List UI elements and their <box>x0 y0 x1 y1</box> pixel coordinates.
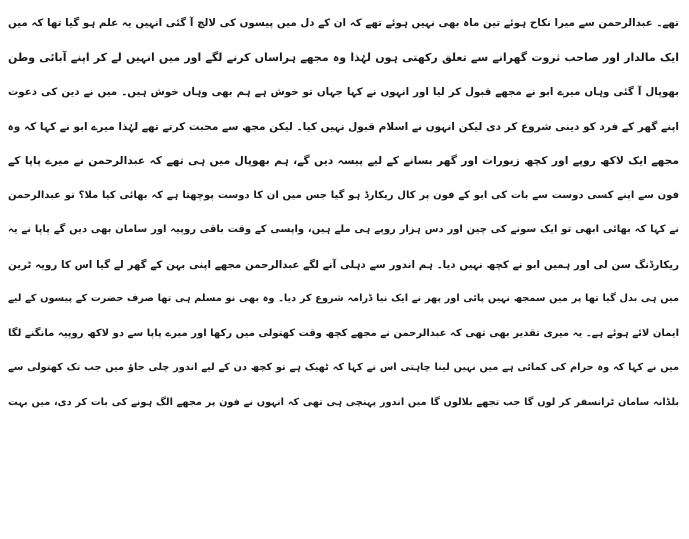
text-line: بلڈانہ سامان ٹرانسفر کر لوں گا جب تجھے بلالوں گا میں اندور پہنچی ہی تھی کہ انہوں نے فون پر مجھے الگ ہونے کی بات کر دی، میں بہت <box>8 396 679 408</box>
text-line: میں نے کہا کہ وہ حرام کی کمائی ہے میں نہیں لینا چاہتی اس نے کہا کہ ٹھیک ہے تو کچھ دن کے لیے اندور چلی جاؤ میں جب تک کھتولی سے <box>8 362 679 373</box>
text-line: اپنے گھر کے فرد کو دینی شروع کر دی لیکن انہوں نے اسلام قبول نہیں کیا۔ لیکن مجھ سے محبت کرتے تھے لہٰذا میرے ابو نے کہا کہ وہ <box>8 120 679 133</box>
text-line: میں ہی بدل گیا تھا پر میں سمجھ نہیں پائی اور پھر نے ایک نیا ڈرامہ شروع کر دیا۔ وہ بھی نو مسلم ہی تھا صرف حضرت کے پیسوں کے لیے <box>8 293 679 304</box>
article-body <box>8 6 679 420</box>
text-line: بھوپال آ گئی وہاں میرے ابو نے مجھے قبول کر لیا اور انہوں نے کہا جہاں تو خوش ہے ہم بھی وہاں خوش ہیں۔ میں نے دین کی دعوت <box>8 86 679 98</box>
text-line: ایمان لائے ہوئے ہے۔ یہ میری تقدیر بھی تھی کہ عبدالرحمن نے مجھے کچھ وقت کھتولی میں رکھا اور میرے پاپا سے دو لاکھ روپیہ مانگنے لگا <box>8 327 679 339</box>
text-line: فون سے اپنے کسی دوست سے بات کی ابو کے فون پر کال ریکارڈ ہو گیا جس میں ان کا دوست پوچھتا ہے کہ بھائی کیا ملا؟ تو عبدالرحمن <box>8 189 679 201</box>
text-line: ریکارڈنگ سن لی اور ہمیں ابو نے کچھ نہیں دیا۔ ہم اندور سے دہلی آنے لگے عبدالرحمن مجھے اپنی بہن کے گھر لے گیا اس کا رویہ ٹرین <box>8 258 679 271</box>
text-line: مجھے ایک لاکھ روپے اور کچھ زیورات اور گھر بسانے کے لیے پیسہ دیں گے، ہم بھوپال میں ہی تھے کہ عبدالرحمن نے میرے پاپا کے <box>8 154 679 167</box>
text-line: تھے۔ عبدالرحمن سے میرا نکاح ہوئے تین ماہ بھی نہیں ہوئے تھے کہ ان کے دل میں پیسوں کی لالچ آ گئی انہیں یہ علم ہو گیا تھا کہ میں <box>8 17 679 29</box>
text-line: نے کہا کہ بھائی ابھی تو ایک سونے کی چین اور دس ہزار روپے ہی ملے ہیں، واپسی کے وقت باقی روپیہ اور سامان بھی دیں گے پاپا نے یہ <box>8 224 679 235</box>
text-line: ایک مالدار اور صاحب ثروت گھرانے سے تعلق رکھتی ہوں لہٰذا وہ مجھے ہراساں کرنے لگے اور میں انہیں لے کر اپنے آبائی وطن <box>8 50 679 64</box>
